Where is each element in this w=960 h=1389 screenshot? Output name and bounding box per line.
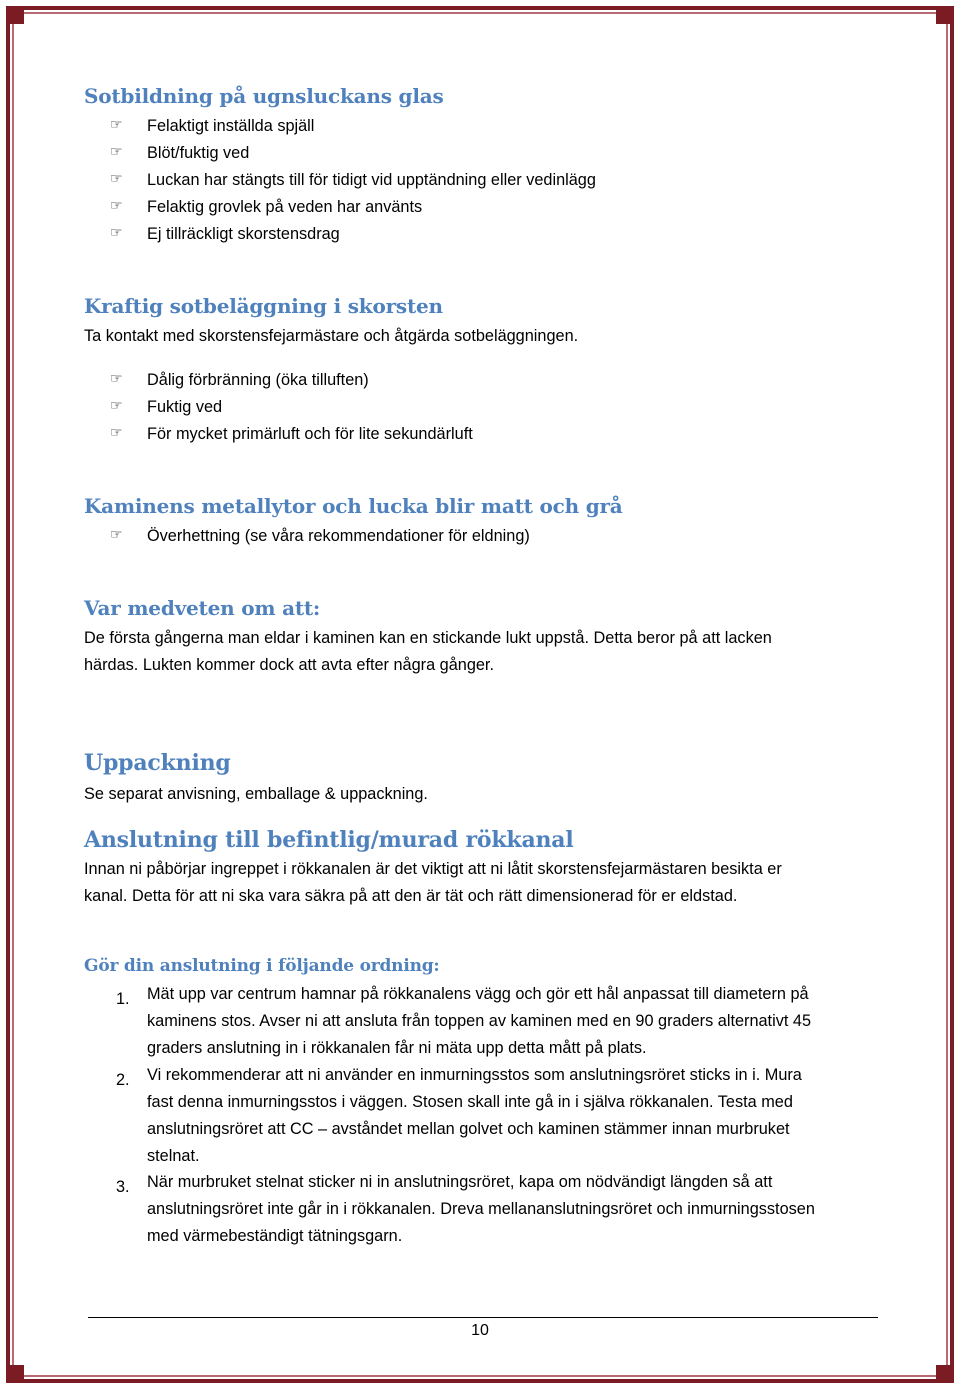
step-line: anslutningsröret att CC – avståndet mellan golvet och kaminen stämmer innan murbruket: [147, 1120, 790, 1138]
section-heading-sotbildning: Sotbildning på ugnsluckans glas: [84, 84, 444, 108]
list-item: Ej tillräckligt skorstensdrag: [147, 225, 340, 243]
step-line: Mät upp var centrum hamnar på rökkanalens vägg och gör ett hål anpassat till diametern på: [147, 985, 809, 1003]
step-line: graders anslutning in i rökkanalen får ni mäta upp detta mått på plats.: [147, 1039, 647, 1057]
step-number: 1.: [116, 990, 130, 1008]
section-heading-uppackning: Uppackning: [84, 750, 231, 776]
step-line: anslutningsröret inte går in i rökkanalen. Dreva mellananslutningsröret och inmurningsstosen: [147, 1200, 815, 1218]
list-item: Överhettning (se våra rekommendationer för eldning): [147, 527, 530, 545]
paragraph-line: Se separat anvisning, emballage & uppackning.: [84, 785, 428, 803]
page-number: 10: [471, 1322, 489, 1339]
step-number: 3.: [116, 1178, 130, 1196]
list-item: Fuktig ved: [147, 398, 223, 416]
section-heading-kraftig: Kraftig sotbeläggning i skorsten: [84, 294, 443, 318]
step-number: 2.: [116, 1071, 130, 1089]
section-heading-ordning: Gör din anslutning i följande ordning:: [84, 956, 440, 976]
pointing-hand-icon: ☞: [110, 425, 123, 441]
pointing-hand-icon: ☞: [110, 144, 123, 160]
step-line: Vi rekommenderar att ni använder en inmurningsstos som anslutningsröret sticks in i. Mura: [147, 1066, 802, 1084]
pointing-hand-icon: ☞: [110, 527, 123, 543]
pointing-hand-icon: ☞: [110, 371, 123, 387]
step-line: stelnat.: [147, 1147, 200, 1165]
border-corner-ornament: [10, 10, 24, 24]
border-corner-ornament: [936, 1365, 950, 1379]
pointing-hand-icon: ☞: [110, 198, 123, 214]
list-item: För mycket primärluft och för lite sekundärluft: [147, 425, 473, 443]
list-item: Blöt/fuktig ved: [147, 144, 250, 162]
section-heading-kaminens: Kaminens metallytor och lucka blir matt och grå: [84, 494, 623, 518]
pointing-hand-icon: ☞: [110, 171, 123, 187]
pointing-hand-icon: ☞: [110, 398, 123, 414]
border-corner-ornament: [936, 10, 950, 24]
pointing-hand-icon: ☞: [110, 225, 123, 241]
footer-divider: [88, 1317, 878, 1318]
step-line: kaminens stos. Avser ni att ansluta från toppen av kaminen med en 90 graders alternativt 45: [147, 1012, 811, 1030]
paragraph-line: Innan ni påbörjar ingreppet i rökkanalen är det viktigt att ni låtit skorstensfejarmästaren besikta er: [84, 860, 782, 878]
step-line: fast denna inmurningsstos i väggen. Stosen skall inte gå in i själva rökkanalen. Testa med: [147, 1093, 793, 1111]
step-line: När murbruket stelnat sticker ni in anslutningsröret, kapa om nödvändigt längden så att: [147, 1173, 773, 1191]
list-item: Luckan har stängts till för tidigt vid upptändning eller vedinlägg: [147, 171, 596, 189]
border-corner-ornament: [10, 1365, 24, 1379]
paragraph-line: De första gångerna man eldar i kaminen kan en stickande lukt uppstå. Detta beror på att lacken: [84, 629, 772, 647]
list-item: Dålig förbränning (öka tilluften): [147, 371, 369, 389]
section-heading-anslutning: Anslutning till befintlig/murad rökkanal: [84, 827, 574, 853]
list-item: Felaktig grovlek på veden har använts: [147, 198, 423, 216]
section-intro: Ta kontakt med skorstensfejarmästare och åtgärda sotbeläggningen.: [84, 327, 579, 345]
step-line: med värmebeständigt tätningsgarn.: [147, 1227, 403, 1245]
pointing-hand-icon: ☞: [110, 117, 123, 133]
section-heading-medveten: Var medveten om att:: [84, 596, 321, 620]
list-item: Felaktigt inställda spjäll: [147, 117, 315, 135]
paragraph-line: härdas. Lukten kommer dock att avta efter några gånger.: [84, 656, 494, 674]
paragraph-line: kanal. Detta för att ni ska vara säkra på att den är tät och rätt dimensionerad för er eldstad.: [84, 887, 738, 905]
